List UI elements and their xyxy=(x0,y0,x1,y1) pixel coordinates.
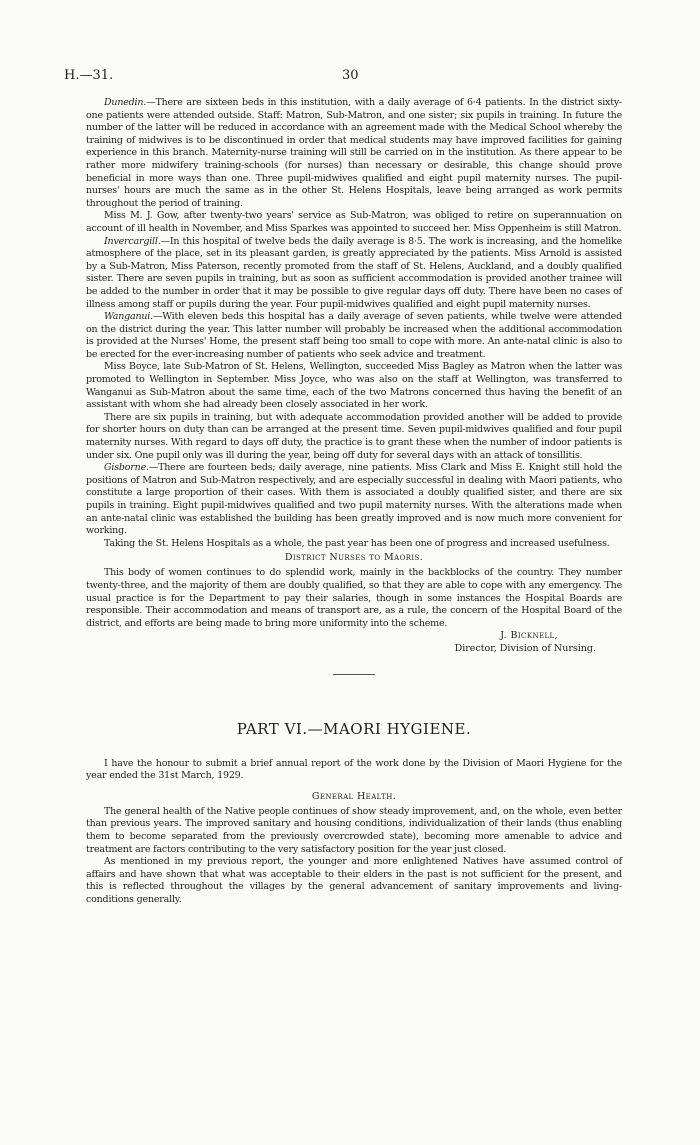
general-health-paragraph-2: As mentioned in my previous report, the younger and more enlightened Natives have assumed control of affairs and have shown that what was acceptable to their elders in the past is not sufficient for the present, and this is reflected throughout the villages by the general advancement of sanitary improvements and living-conditions generally. xyxy=(86,856,622,905)
page-body xyxy=(86,97,622,906)
gisborne-paragraph xyxy=(86,462,622,538)
part-vi-intro: I have the honour to submit a brief annual report of the work done by the Division of Maori Hygiene for the year ended the 31st March, 1929. xyxy=(86,757,622,782)
page-number: 30 xyxy=(342,68,359,83)
general-health-paragraph-1: The general health of the Native people continues of show steady improvement, and, on the whole, even better than previous years. The improved sanitary and housing conditions, individualization of their lands (thus enabling them to become separated from the previously overcrowded state), becoming more amenable to advice and treatment are factors contributing to the very satisfactory position for the year just closed. xyxy=(86,805,622,855)
invercargill-text: —In this hospital of twelve beds the daily average is 8·5. The work is increasing, and the homelike atmosphere of the place, set in its pleasant garden, is greatly appreciated by the patients. Miss Arnold is assisted by a Sub-Matron, Miss Paterson, recently promoted from the staff of St. Helens, Auckland, and a doubly qualified sister. There are seven pupils in training, but as soon as sufficient accommodation is provided another trainee will be added to the number in order that it may be possible to give regular days off duty. There have been no cases of illness among staff or pupils during the year. Four pupil-midwives qualified and eight pupil maternity nurses. xyxy=(86,235,622,310)
district-nurses-heading: District Nurses to Maoris. xyxy=(284,552,424,564)
dunedin-paragraph xyxy=(86,97,622,210)
general-health-heading: General Health. xyxy=(311,790,397,802)
signature-name: J. Bicknell, xyxy=(500,630,558,642)
wanganui-paragraph-2: Miss Boyce, late Sub-Matron of St. Helens, Wellington, succeeded Miss Bagley as Matron when the latter was promoted to Wellington in September. Miss Joyce, who was also on the staff at Wellington, was transferred to Wanganui as Sub-Matron about the same time, each of the two Matrons concerned thus having the benefit of an assistant with whom she had already been closely associated in her work. xyxy=(86,361,622,411)
section-divider xyxy=(333,674,375,675)
dunedin-heading: Dunedin. xyxy=(104,97,147,108)
part-vi-title: PART VI.—MAORI HYGIENE. xyxy=(236,719,472,738)
invercargill-heading: Invercargill. xyxy=(104,235,161,247)
wanganui-text: —With eleven beds this hospital has a daily average of seven patients, while twelve were attended on the district during the year. This latter number will probably be increased when the additional accommodation is provided at the Nurses' Home, the present staff being too small to cope with more. An ante-natal clinic is also to be erected for the ever-increasing number of patients who seek advice and treatment. xyxy=(86,311,622,360)
gisborne-paragraph-2: Taking the St. Helens Hospitals as a whole, the past year has been one of progress and increased usefulness. xyxy=(104,537,610,549)
signature-title: Director, Division of Nursing. xyxy=(454,642,596,654)
dunedin-paragraph-2: Miss M. J. Gow, after twenty-two years' service as Sub-Matron, was obliged to retire on superannuation on account of ill health in November, and Miss Sparkes was appointed to succeed her. Miss Oppenheim is still Matron. xyxy=(86,210,622,234)
wanganui-paragraph xyxy=(86,311,622,361)
wanganui-paragraph-3: There are six pupils in training, but with adequate accommodation provided another will be added to provide for shorter hours on duty than can be arranged at the present time. Seven pupil-midwives qualified and four pupil maternity nurses. With regard to days off duty, the practice is to grant these when the number of indoor patients is under six. One pupil only was ill during the year, being off duty for several days with an attack of tonsillitis. xyxy=(86,411,622,461)
gisborne-heading: Gisborne. xyxy=(104,462,149,474)
gisborne-text: —There are fourteen beds; daily average, nine patients. Miss Clark and Miss E. Knight still hold the positions of Matron and Sub-Matron respectively, and are especially successful in dealing with Maori patients, who constitute a large proportion of their cases. With them is associated a doubly qualified sister, and there are six pupils in training. Eight pupil-midwives qualified and two pupil maternity nurses. With the alterations made when an ante-natal clinic was established the building has been greatly improved and is now much more convenient for working. xyxy=(86,462,622,537)
district-nurses-paragraph: This body of women continues to do splendid work, mainly in the backblocks of the country. They number twenty-three, and the majority of them are doubly qualified, so that they are able to cope with any emergency. The usual practice is for the Department to pay their salaries, though in some instances the Hospital Boards are responsible. Their accommodation and means of transport are, as a rule, the concern of the Hospital Board of the district, and efforts are being made to bring more uniformity into the scheme. xyxy=(86,567,622,629)
invercargill-paragraph xyxy=(86,236,622,312)
report-reference: H.—31. xyxy=(64,68,114,83)
dunedin-text: —There are sixteen beds in this institution, with a daily average of 6·4 patients. In the district sixty-one patients were attended outside. Staff: Matron, Sub-Matron, and one sister; six pupils in training. In future the number of the latter will be reduced in accordance with an agreement made with the Medical School whereby the training of midwives is to be discontinued in order that medical students may have improved facilities for gaining experience in this branch. Maternity-nurse training will still be carried on in the institution. As there appear to be rather more midwifery training-schools (for nurses) than necessary or desirable, this change should prove beneficial in more ways than one. Three pupil-midwives qualified and eight pupil maternity nurses. The pupil-nurses' hours are much the same as in the other St. Helens Hospitals, leave being arranged as work permits throughout the period of training. xyxy=(86,97,622,209)
wanganui-heading: Wanganui. xyxy=(104,311,153,323)
